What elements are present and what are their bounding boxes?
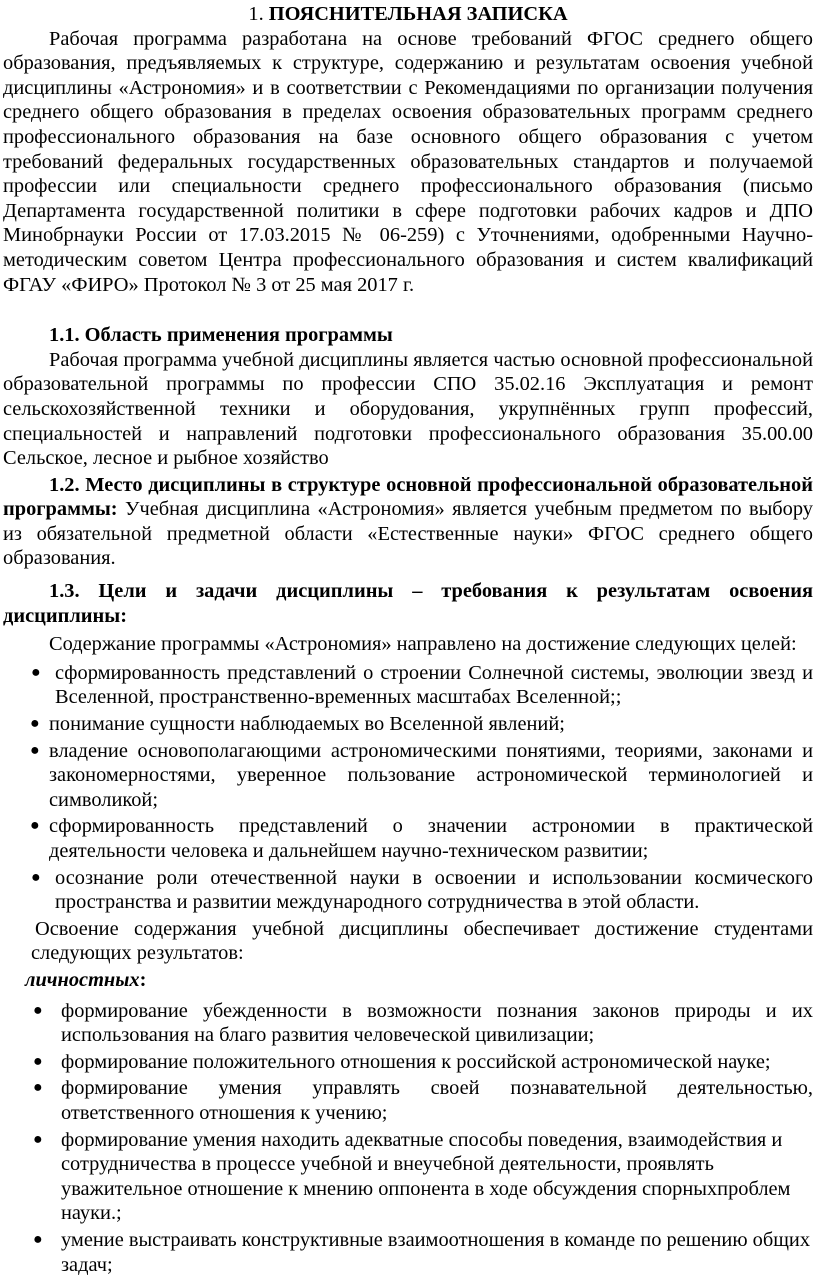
bullet-icon: ●: [31, 868, 41, 886]
title-number: 1.: [248, 3, 264, 25]
spacer: [3, 297, 813, 323]
bullet-icon: ●: [31, 663, 41, 681]
list-item: ● формирование умения управлять своей познавательной деятельностью, ответственного отношения к учению;: [33, 1077, 813, 1124]
section-1-2-heading: 1.2. Место дисциплины в структуре основной профессиональной образовательной программы:: [3, 473, 813, 521]
page-title: [3, 2, 813, 27]
section-1-3-heading: 1.3. Цели и задачи дисциплины – требования к результатам освоения дисциплины:: [3, 580, 813, 627]
bullet-icon: ●: [33, 1130, 43, 1148]
list-item: ● умение выстраивать конструктивные взаимоотношения в команде по решению общих задач;: [33, 1228, 811, 1276]
outcomes-lead: Освоение содержания учебной дисциплины обеспечивает достижение студентами следующих результатов:: [31, 917, 813, 965]
list-item: ● сформированность представлений о строении Солнечной системы, эволюции звезд и Вселенной, пространственно-временных масштабах Вселенной;;: [31, 661, 813, 709]
list-item: ● формирование положительного отношения к российской астрономической науке;: [33, 1050, 771, 1073]
bullet-icon: ●: [30, 715, 40, 733]
list-item: ● понимание сущности наблюдаемых во Вселенной явлений;: [30, 713, 565, 736]
goals-lead: Содержание программы «Астрономия» направлено на достижение следующих целей:: [49, 633, 797, 656]
personal-results-label: [3, 968, 813, 993]
bullet-icon: ●: [30, 741, 40, 759]
personal-results-list: [3, 999, 813, 1277]
bullet-icon: ●: [33, 1001, 43, 1019]
intro-paragraph: Рабочая программа разработана на основе требований ФГОС среднего общего образования, предъявляемых к структуре, содержанию и результатам освоения учебной дисциплины «Астрономия» и в соответствии с Рекомендациями по организации получения среднего общего образования в пределах освоения образовательных программ среднего профессионального образования на базе основного общего образования с учетом требований федеральных государственных образовательных стандартов и получаемой профессии или специальности среднего профессионального образования (письмо Департамента государственной политики в сфере подготовки рабочих кадров и ДПО Минобрнауки России от 17.03.2015 № 06-259) с Уточнениями, одобренными Научно-методическим советом Центра профессионального образования и систем квалификаций ФГАУ «ФИРО» Протокол № 3 от 25 мая 2017 г.: [3, 27, 813, 296]
bullet-icon: ●: [33, 1052, 43, 1070]
list-item: ● владение основополагающими астрономическими понятиями, теориями, законами и закономерностями, уверенное пользование астрономической терминологией и символикой;: [30, 739, 813, 811]
list-item: ● сформированность представлений о значении астрономии в практической деятельности человека и дальнейшем научно-техническом развитии;: [30, 815, 813, 862]
bullet-icon: ●: [33, 1079, 43, 1097]
list-item: ● формирование умения находить адекватные способы поведения, взаимодействия и сотрудничества в процессе учебной и внеучебной деятельности, проявлять уважительное отношение к мнению оппонента в ходе обсуждения спорныхпроблем науки.;: [33, 1128, 791, 1225]
list-item: ● осознание роли отечественной науки в освоении и использовании космического пространства и развитии международного сотрудничества в этой области.: [31, 866, 813, 914]
personal-label-text: личностных: [25, 968, 140, 991]
section-1-1-text: Рабочая программа учебной дисциплины является частью основной профессиональной образовательной программы по профессии СПО 35.02.16 Эксплуатация и ремонт сельскохозяйственной техники и оборудования, укрупнённых групп профессий, специальностей и направлений подготовки профессионального образования 35.00.00 Сельское, лесное и рыбное хозяйство: [3, 348, 813, 470]
section-1-2-paragraph: [3, 473, 813, 571]
section-1-2-text: Учебная дисциплина «Астрономия» является учебным предметом по выбору из обязательной предметной области «Естественные науки» ФГОС среднего общего образования.: [3, 498, 813, 570]
personal-label-colon: :: [139, 968, 147, 991]
section-1-1-heading: 1.1. Область применения программы: [49, 324, 393, 347]
title-text: ПОЯСНИТЕЛЬНАЯ ЗАПИСКА: [268, 3, 568, 25]
list-item: ● формирование убежденности в возможности познания законов природы и их использования на благо развития человеческой цивилизации;: [33, 999, 813, 1047]
goals-list: [3, 661, 813, 915]
bullet-icon: ●: [30, 817, 40, 835]
bullet-icon: ●: [33, 1230, 43, 1248]
